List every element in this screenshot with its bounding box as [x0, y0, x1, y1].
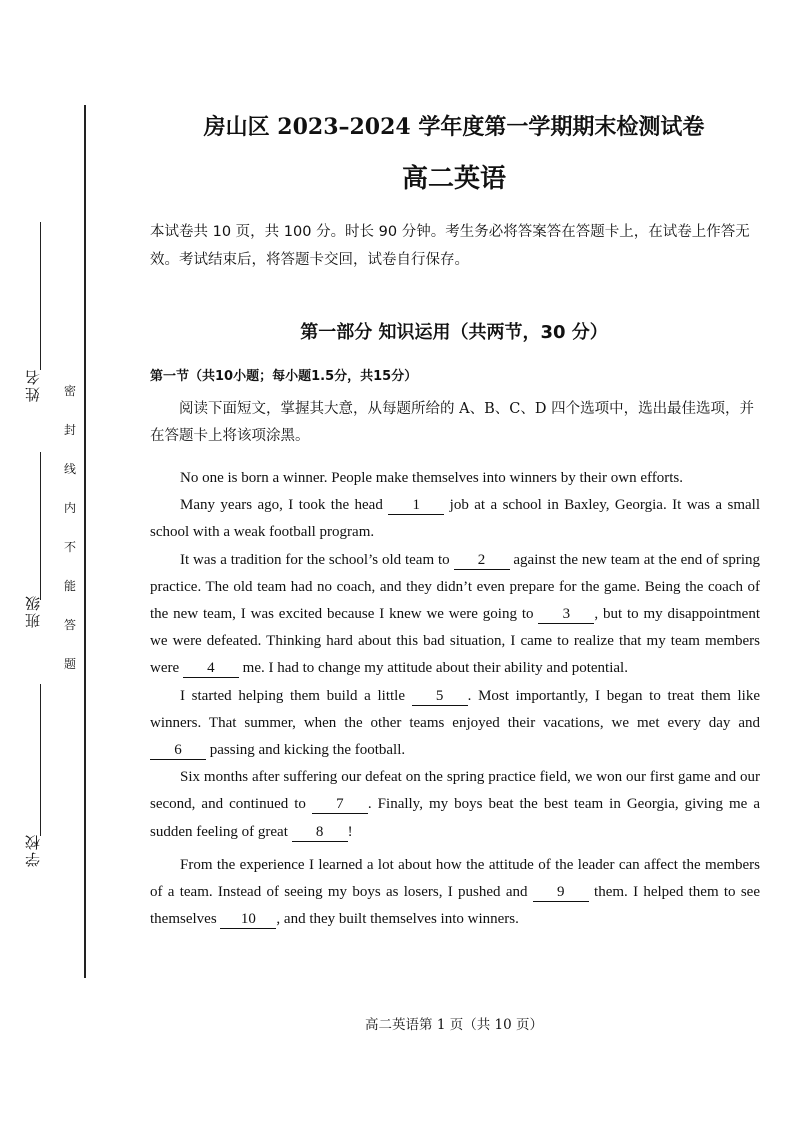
school-label: 学校	[24, 833, 42, 867]
blank-9: 9	[533, 884, 589, 902]
seal-char: 封	[63, 423, 76, 437]
seal-char: 内	[63, 501, 76, 515]
name-label: 姓名	[24, 368, 42, 402]
text: From the experience I learned a lot about how the attitude of the leader can affect the members of a team. Instead of seeing my boys as losers, I pushed and	[150, 856, 760, 901]
paragraph	[150, 465, 760, 492]
paragraph	[150, 764, 760, 846]
blank-8: 8	[292, 824, 348, 842]
exam-subject: 高二英语	[401, 164, 506, 194]
section-title: 第一节（共10小题；每小题1.5分，共15分）	[150, 369, 418, 384]
paragraph	[150, 547, 760, 683]
text: Six months after suffering our defeat on the spring practice field, we won our first game and our second, and continued to	[150, 769, 760, 813]
paragraph	[150, 492, 760, 546]
blank-1: 1	[388, 497, 444, 515]
text: It was a tradition for the school’s old team to	[180, 551, 454, 568]
text: No one is born a winner. People make themselves into winners by their own efforts.	[180, 470, 683, 486]
text: Many years ago, I took the head	[180, 497, 389, 514]
paragraph	[150, 852, 760, 934]
class-line	[40, 452, 41, 600]
page-footer: 高二英语第 1 页（共 10 页）	[365, 1017, 543, 1033]
part-title: 第一部分 知识运用（共两节，30 分）	[300, 322, 608, 343]
seal-char: 密	[63, 384, 76, 398]
class-label: 班级	[24, 594, 42, 628]
exam-title: 房山区 2023–2024 学年度第一学期期末检测试卷	[203, 114, 705, 140]
seal-char: 能	[63, 579, 76, 593]
blank-7: 7	[312, 796, 368, 814]
text: against the new team at the end of spring practice. The old team had no coach, and they didn’t even prepare for the game. Being the coach of the new team, I was excited because I knew we were going to	[150, 551, 760, 623]
text: I started helping them build a little	[180, 687, 412, 704]
blank-4: 4	[183, 660, 239, 678]
text: , but to my disappointment we were defeated. Thinking hard about this bad situation, I came to realize that my team members were	[150, 606, 760, 677]
text: !	[347, 823, 353, 840]
binding-line	[84, 105, 86, 978]
section-instruction: 阅读下面短文，掌握其大意，从每题所给的 A、B、C、D 四个选项中，选出最佳选项，并在答题卡上将该项涂黑。	[150, 401, 755, 444]
school-line	[40, 684, 41, 836]
seal-char: 线	[63, 462, 76, 476]
text: job at a school in Baxley, Georgia. It was a small school with a weak football program.	[150, 497, 760, 541]
blank-3: 3	[538, 606, 594, 624]
text: . Finally, my boys beat the best team in Georgia, giving me a sudden feeling of great	[150, 796, 760, 840]
name-line	[40, 222, 41, 370]
cloze-passage	[150, 465, 760, 933]
paragraph	[150, 683, 760, 765]
seal-char: 题	[63, 657, 76, 671]
text: . Most importantly, I began to treat them like winners. That summer, when the other teams enjoyed their vacations, we met every day and	[150, 687, 760, 731]
blank-6: 6	[150, 742, 206, 760]
text: them. I helped them to see themselves	[150, 884, 760, 928]
seal-char: 答	[63, 618, 76, 632]
seal-char: 不	[63, 540, 76, 554]
blank-10: 10	[220, 911, 276, 929]
text: , and they built themselves into winners.	[276, 911, 519, 928]
text: passing and kicking the football.	[206, 742, 406, 759]
blank-5: 5	[412, 688, 468, 706]
exam-intro: 本试卷共 10 页，共 100 分。时长 90 分钟。考生务必将答案答在答题卡上，在试卷上作答无效。考试结束后，将答题卡交回，试卷自行保存。	[150, 224, 750, 268]
text: me. I had to change my attitude about their ability and potential.	[238, 660, 628, 677]
blank-2: 2	[454, 552, 510, 570]
seal-notice	[62, 383, 78, 695]
